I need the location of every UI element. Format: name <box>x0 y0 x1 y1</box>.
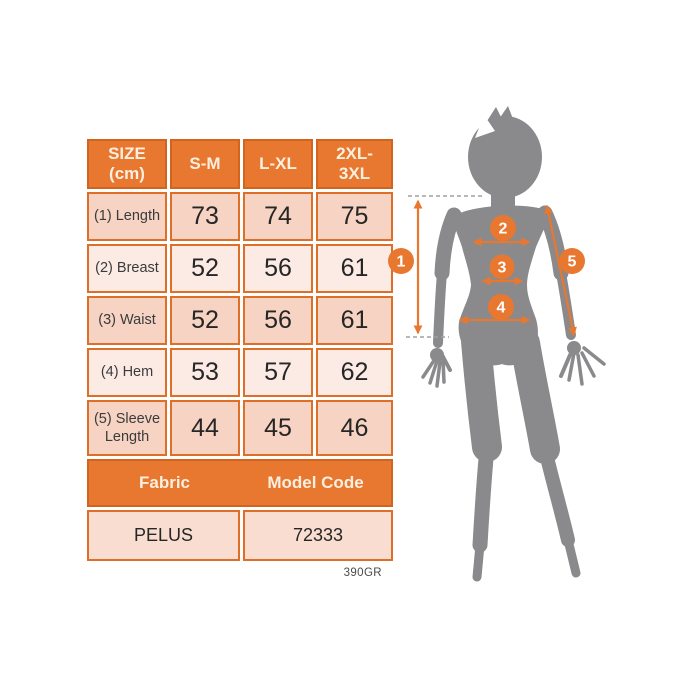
size-table <box>87 139 393 561</box>
row-label-waist: (3) Waist <box>87 296 167 345</box>
marker-3-label: 3 <box>497 259 507 277</box>
row-label-hem: (4) Hem <box>87 348 167 397</box>
header-l-xl: L-XL <box>243 139 313 189</box>
woman-silhouette <box>423 106 604 577</box>
marker-4-label: 4 <box>496 299 506 317</box>
value-waist-2xl3xl: 61 <box>316 296 393 345</box>
row-label-sleeve-length: (5) Sleeve Length <box>87 400 167 456</box>
header-s-m: S-M <box>170 139 240 189</box>
value-hem-sm: 53 <box>170 348 240 397</box>
model-code-header-label: Model Code <box>267 473 364 492</box>
value-sleeve-sm: 44 <box>170 400 240 456</box>
value-breast-lxl: 56 <box>243 244 313 293</box>
model-code-value: 72333 <box>243 510 393 561</box>
value-sleeve-lxl: 45 <box>243 400 313 456</box>
value-sleeve-2xl3xl: 46 <box>316 400 393 456</box>
table-footer-header <box>87 459 393 507</box>
value-hem-lxl: 57 <box>243 348 313 397</box>
marker-2-label: 2 <box>498 220 508 238</box>
fabric-value: PELUS <box>87 510 240 561</box>
value-waist-lxl: 56 <box>243 296 313 345</box>
value-length-sm: 73 <box>170 192 240 241</box>
header-size-cm: SIZE (cm) <box>87 139 167 189</box>
body-silhouette-svg <box>375 105 655 595</box>
value-length-lxl: 74 <box>243 192 313 241</box>
value-waist-sm: 52 <box>170 296 240 345</box>
fabric-header-label: Fabric <box>138 473 191 492</box>
marker-5-label: 5 <box>567 253 577 271</box>
value-length-2xl3xl: 75 <box>316 192 393 241</box>
weight-note: 390GR <box>343 567 382 579</box>
marker-1-label: 1 <box>396 253 406 271</box>
value-breast-2xl3xl: 61 <box>316 244 393 293</box>
measurement-figure <box>375 105 655 595</box>
header-2xl-3xl: 2XL-3XL <box>316 139 393 189</box>
value-hem-2xl3xl: 62 <box>316 348 393 397</box>
row-label-breast: (2) Breast <box>87 244 167 293</box>
row-label-length: (1) Length <box>87 192 167 241</box>
value-breast-sm: 52 <box>170 244 240 293</box>
